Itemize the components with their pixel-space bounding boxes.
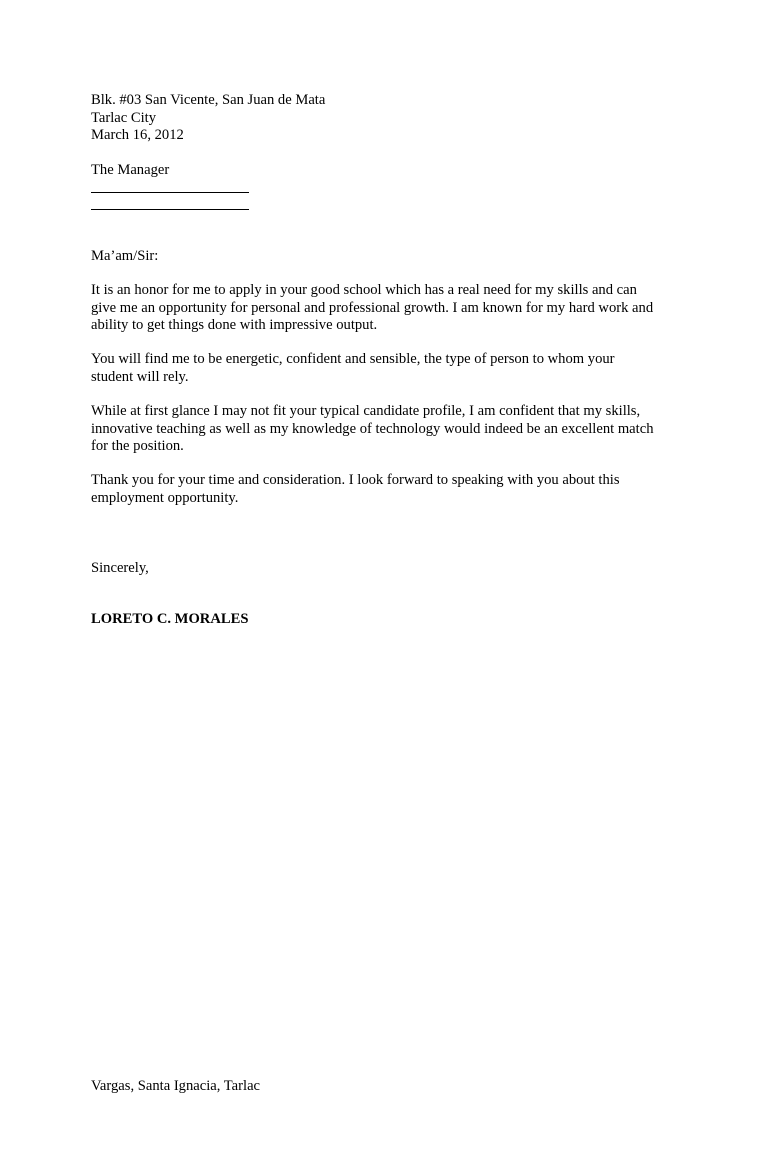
- paragraph-line: give me an opportunity for personal and professional growth. I am known for my hard work and: [91, 299, 654, 316]
- paragraph-line: While at first glance I may not fit your typical candidate profile, I am confident that my skills,: [91, 403, 641, 419]
- paragraph-line: Thank you for your time and consideration. I look forward to speaking with you about this: [91, 472, 620, 488]
- paragraph-line: for the position.: [91, 438, 184, 454]
- salutation: [91, 248, 691, 266]
- body-paragraph-3: [91, 403, 691, 456]
- recipient-blank-line-2: [91, 197, 249, 215]
- body-paragraph-1: [91, 282, 691, 335]
- paragraph-line: innovative teaching as well as my knowledge of technology would indeed be an excellent match: [91, 420, 654, 437]
- body-paragraph-2: [91, 351, 691, 386]
- paragraph-line: student will rely.: [91, 368, 189, 385]
- sender-address-line-1: Blk. #03 San Vicente, San Juan de Mata: [91, 92, 326, 108]
- letter-date: March 16, 2012: [91, 127, 184, 143]
- footer-address-text: Vargas, Santa Ignacia, Tarlac: [91, 1078, 261, 1094]
- signature: [91, 611, 691, 629]
- paragraph-line: ability to get things done with impressive output.: [91, 317, 378, 333]
- signature-name: LORETO C. MORALES: [91, 611, 249, 627]
- paragraph-line: It is an honor for me to apply in your good school which has a real need for my skills and can: [91, 282, 637, 298]
- recipient-blank-line-1: [91, 180, 249, 198]
- sender-address-line-2: Tarlac City: [91, 109, 157, 126]
- sender-address: [91, 92, 691, 145]
- paragraph-line: You will find me to be energetic, confident and sensible, the type of person to whom your: [91, 351, 615, 367]
- recipient-block: [91, 162, 691, 215]
- closing-text: Sincerely,: [91, 560, 149, 576]
- footer-address: [91, 1078, 691, 1096]
- closing: [91, 560, 691, 578]
- body-paragraph-4: [91, 472, 691, 507]
- recipient-title: The Manager: [91, 162, 170, 178]
- salutation-text: Ma’am/Sir:: [91, 248, 159, 264]
- paragraph-line: employment opportunity.: [91, 489, 239, 506]
